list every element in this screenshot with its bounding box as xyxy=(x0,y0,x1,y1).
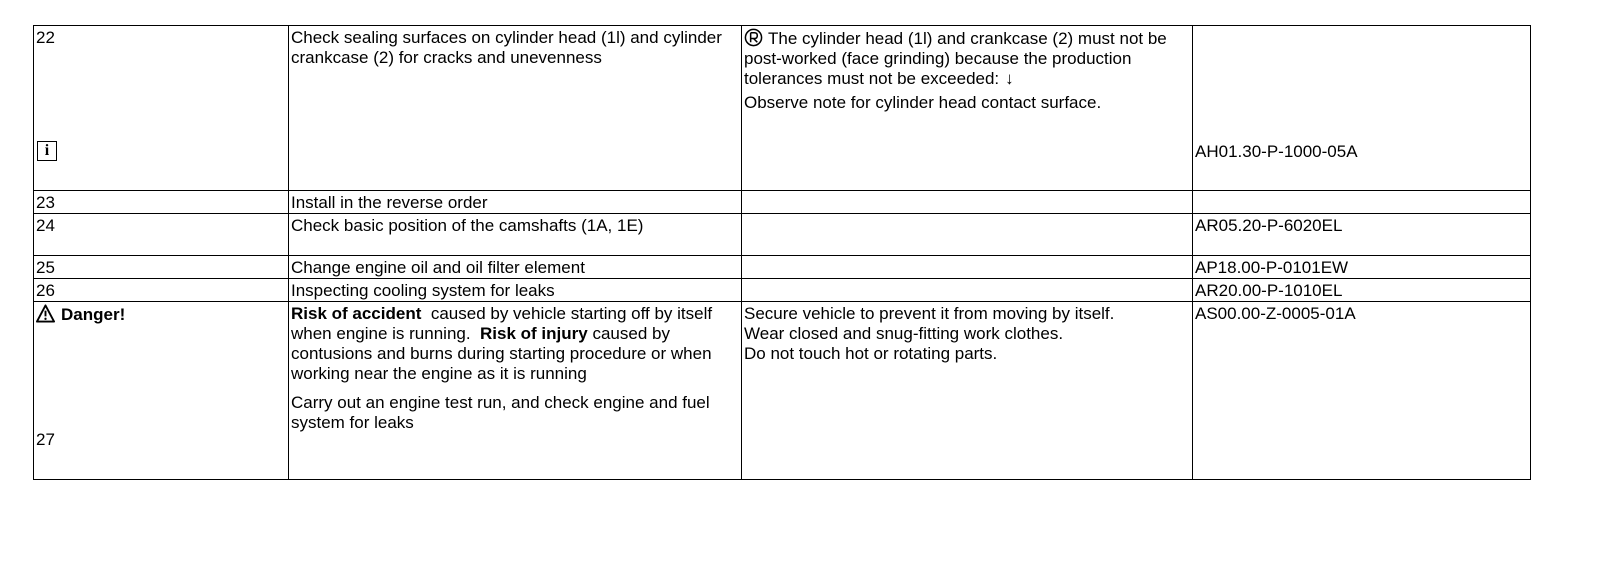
warning-triangle-icon xyxy=(36,304,55,323)
action-text: Carry out an engine test run, and check engine and fuel system for leaks xyxy=(291,393,710,432)
safety-measure: Wear closed and snug-fitting work clothes. xyxy=(744,324,1064,343)
procedure-table xyxy=(33,25,1531,480)
note-cell xyxy=(742,214,1193,256)
reference-cell xyxy=(1193,191,1531,214)
step-number: 25 xyxy=(34,256,289,279)
table-row xyxy=(34,26,1531,191)
table-row xyxy=(34,279,1531,302)
info-icon: i xyxy=(37,141,57,161)
note-cell xyxy=(742,256,1193,279)
step-number: 22 xyxy=(36,28,55,47)
note-cell xyxy=(742,26,1193,191)
step-cell xyxy=(34,302,289,480)
reference-link[interactable]: AR05.20-P-6020EL xyxy=(1193,214,1531,256)
table-row xyxy=(34,191,1531,214)
safety-measure: Do not touch hot or rotating parts. xyxy=(744,344,998,363)
note-cell xyxy=(742,279,1193,302)
note-cell xyxy=(742,302,1193,480)
table-row xyxy=(34,256,1531,279)
action-cell xyxy=(289,302,742,480)
reference-cell xyxy=(1193,26,1531,191)
step-number: 24 xyxy=(34,214,289,256)
action-text: Inspecting cooling system for leaks xyxy=(289,279,742,302)
step-cell xyxy=(34,26,289,191)
risk-injury-label: Risk of injury xyxy=(480,324,588,343)
danger-description xyxy=(291,304,741,384)
reference-link[interactable]: AH01.30-P-1000-05A xyxy=(1195,142,1358,161)
risk-accident-label: Risk of accident xyxy=(291,304,422,323)
action-text: Change engine oil and oil filter element xyxy=(289,256,742,279)
reference-link[interactable]: AS00.00-Z-0005-01A xyxy=(1193,302,1531,480)
risk-injury-text: caused by contusions and burns during starting procedure or when working near the engine as it is running xyxy=(291,324,712,383)
action-text: Install in the reverse order xyxy=(289,191,742,214)
table-row xyxy=(34,214,1531,256)
note-cell xyxy=(742,191,1193,214)
reference-link[interactable]: AR20.00-P-1010EL xyxy=(1193,279,1531,302)
reference-link[interactable]: AP18.00-P-0101EW xyxy=(1193,256,1531,279)
note-main: The cylinder head (1l) and crankcase (2) must not be post-worked (face grinding) because the production tolerances must not be exceeded: ↓ xyxy=(744,29,1167,88)
action-cell xyxy=(289,26,742,191)
action-text: Check sealing surfaces on cylinder head (1l) and cylinder crankcase (2) for cracks and unevenness xyxy=(291,28,722,67)
table-row xyxy=(34,302,1531,480)
step-number: 27 xyxy=(36,430,55,449)
note-symbol-icon xyxy=(744,28,763,47)
danger-label: Danger! xyxy=(36,304,288,325)
note-secondary: Observe note for cylinder head contact surface. xyxy=(744,93,1102,112)
safety-measure: Secure vehicle to prevent it from moving by itself. xyxy=(744,304,1115,323)
step-number: 26 xyxy=(34,279,289,302)
risk-accident-text: caused by vehicle starting off by itself when engine is running. xyxy=(291,304,713,343)
arrow-down-icon: ↓ xyxy=(1005,69,1014,88)
step-number: 23 xyxy=(34,191,289,214)
action-text: Check basic position of the camshafts (1A, 1E) xyxy=(289,214,742,256)
